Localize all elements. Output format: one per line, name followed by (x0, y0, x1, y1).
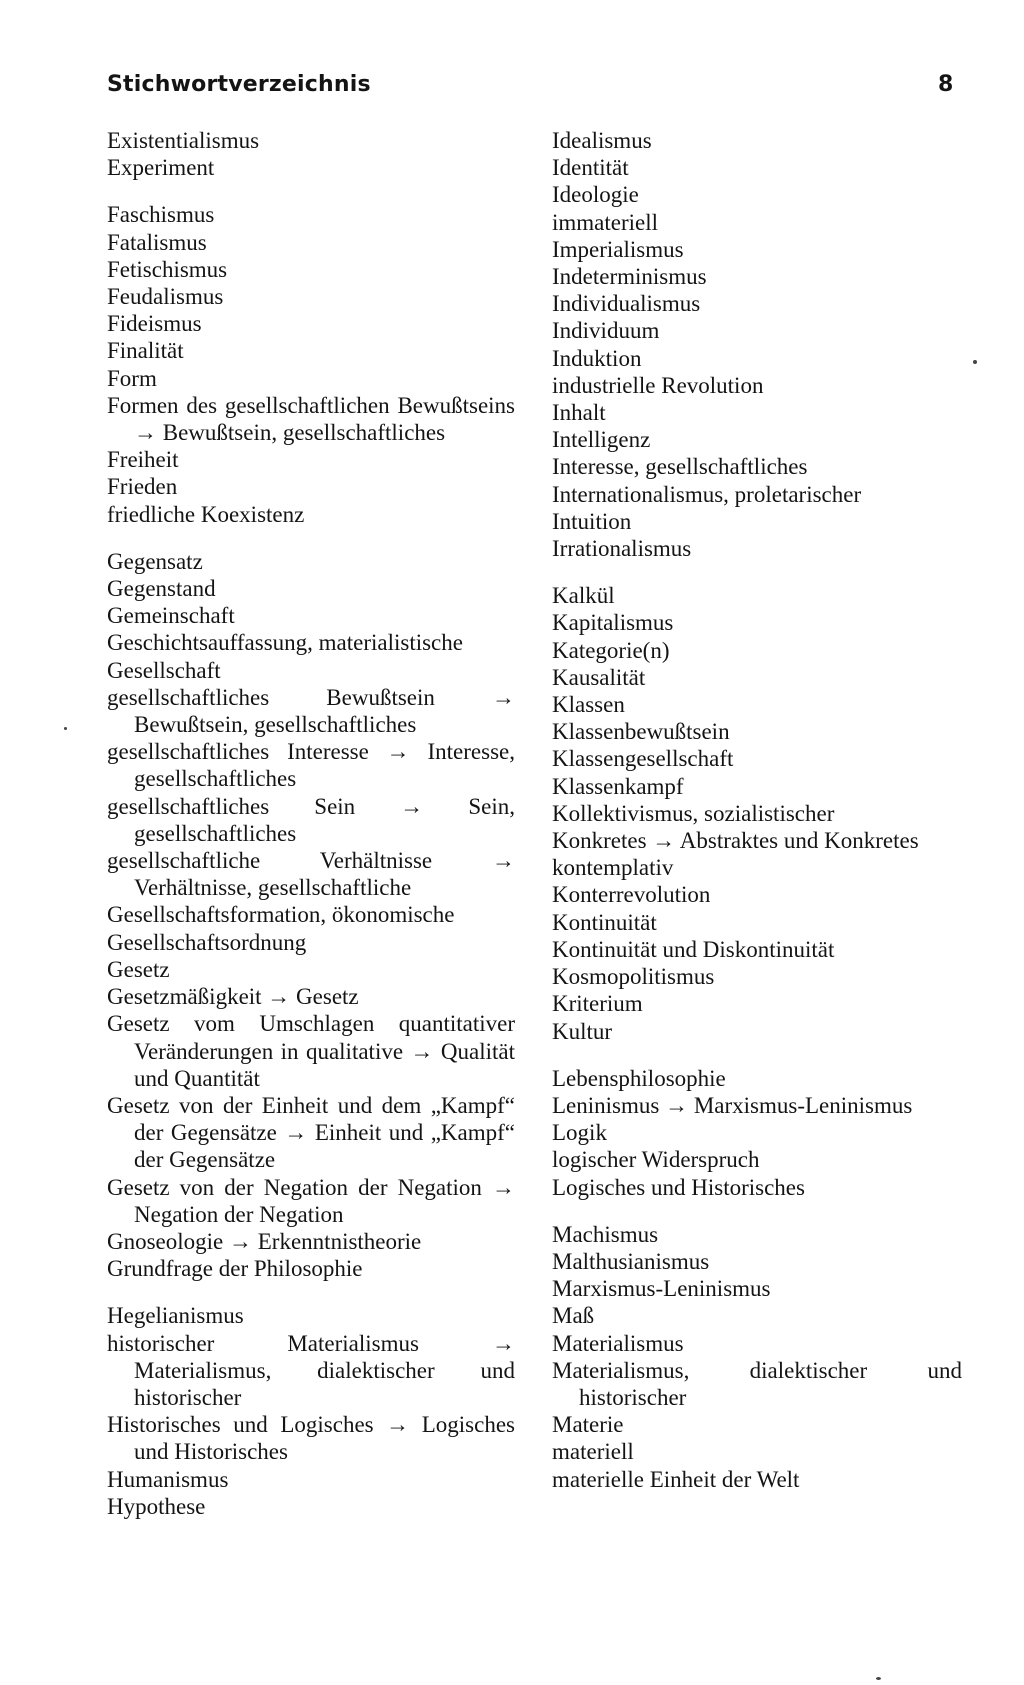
page-title: Stichwortverzeichnis (107, 72, 371, 97)
index-entry: Kapitalismus (552, 610, 674, 636)
index-entry: Malthusianismus (552, 1248, 710, 1274)
index-entry: Grundfrage der Philosophie (107, 1256, 363, 1282)
index-entry: Humanismus (107, 1466, 229, 1492)
index-entry: Klassengesellschaft (552, 746, 734, 772)
left-column (107, 127, 515, 1520)
group-separator (107, 528, 515, 548)
index-entry: Gesetz von der Negation der Negation → Negation der Negation (107, 1174, 515, 1227)
index-entry: Kausalität (552, 664, 646, 690)
index-entry: Imperialismus (552, 236, 684, 262)
index-entry: historischer Materialismus → Materialismus, dialektischer und historischer (107, 1330, 515, 1410)
page-number: 8 (938, 72, 954, 97)
index-entry: Gnoseologie → Erkenntnistheorie (107, 1228, 422, 1254)
index-entry: Formen des gesellschaftlichen Bewußtseins → Bewußtsein, gesellschaftliches (107, 392, 515, 446)
index-entry: Materie (552, 1412, 624, 1438)
index-letter-group (107, 201, 515, 527)
index-entry: Fetischismus (107, 256, 228, 282)
index-entry: Klassenkampf (552, 773, 684, 799)
index-entry: Induktion (552, 345, 642, 371)
index-entry: Kontinuität (552, 909, 657, 935)
index-entry: logischer Widerspruch (552, 1147, 760, 1173)
index-entry: Fideismus (107, 311, 202, 337)
index-entry: Kosmopolitismus (552, 964, 715, 990)
index-entry: Interesse, gesellschaftliches (552, 454, 808, 480)
index-entry: immateriell (552, 209, 659, 235)
index-entry: Kalkül (552, 583, 615, 609)
index-entry: Kultur (552, 1018, 613, 1044)
index-letter-group (107, 548, 515, 1282)
index-entry: Kontinuität und Diskontinuität (552, 936, 835, 962)
index-entry: gesellschaftliches Interesse → Interesse, gesellschaftliches (107, 739, 515, 792)
index-entry: materielle Einheit der Welt (552, 1466, 800, 1492)
index-entry: Kategorie(n) (552, 637, 670, 663)
index-entry: Irrationalismus (552, 536, 692, 562)
index-entry: Gesetz (107, 956, 170, 982)
index-entry: Materialismus, dialektischer und historischer (552, 1357, 962, 1410)
right-column (552, 127, 962, 1493)
group-separator (552, 1045, 962, 1065)
index-entry: Lebensphilosophie (552, 1065, 726, 1091)
index-entry: Internationalismus, proletarischer (552, 481, 862, 507)
index-entry: Historisches und Logisches → Logisches und Historisches (107, 1412, 515, 1465)
index-entry: Intelligenz (552, 427, 651, 453)
index-entry: Inhalt (552, 400, 606, 426)
print-speck (973, 360, 977, 364)
index-letter-group (552, 1221, 962, 1493)
index-entry: Gesellschaft (107, 657, 221, 683)
index-entry: Gesetz von der Einheit und dem „Kampf“ der Gegensätze → Einheit und „Kampf“ der Gegensätze (107, 1092, 515, 1173)
index-entry: Gesellschaftsformation, ökonomische (107, 902, 455, 928)
index-entry: Gegenstand (107, 576, 216, 602)
index-entry: Feudalismus (107, 284, 224, 310)
index-entry: Finalität (107, 338, 184, 364)
print-speck (64, 727, 67, 730)
index-entry: Maß (552, 1303, 595, 1329)
index-entry: Hegelianismus (107, 1303, 244, 1329)
index-entry: Identität (552, 155, 629, 181)
print-speck (876, 1677, 881, 1680)
group-separator (107, 181, 515, 201)
index-entry: Machismus (552, 1221, 659, 1247)
index-entry: Faschismus (107, 202, 215, 228)
index-entry: Gesetz vom Umschlagen quantitativer Veränderungen in qualitative → Qualität und Quantität (107, 1011, 515, 1091)
group-separator (107, 1282, 515, 1302)
index-entry: Leninismus → Marxismus-Leninismus (552, 1092, 913, 1118)
index-entry: gesellschaftliche Verhältnisse → Verhältnisse, gesellschaftliche (107, 848, 515, 901)
index-letter-group (107, 1302, 515, 1520)
index-entry: Individuum (552, 318, 660, 344)
index-entry: friedliche Koexistenz (107, 501, 305, 527)
index-entry: kontemplativ (552, 855, 674, 881)
index-entry: Materialismus (552, 1330, 684, 1356)
index-entry: Geschichtsauffassung, materialistische (107, 630, 463, 656)
index-entry: Klassen (552, 692, 625, 718)
index-entry: Hypothese (107, 1493, 206, 1519)
index-entry: Kriterium (552, 991, 643, 1017)
index-letter-group (552, 127, 962, 562)
index-entry: Gesellschaftsordnung (107, 929, 307, 955)
index-entry: Freiheit (107, 447, 179, 473)
group-separator (552, 1201, 962, 1221)
index-letter-group (552, 582, 962, 1044)
index-entry: Logisches und Historisches (552, 1174, 805, 1200)
index-letter-group (552, 1065, 962, 1201)
index-entry: Intuition (552, 508, 632, 534)
index-letter-group (107, 127, 515, 181)
index-entry: Existentialismus (107, 128, 260, 153)
index-entry: industrielle Revolution (552, 372, 764, 398)
index-entry: Konterrevolution (552, 882, 711, 908)
index-entry: materiell (552, 1439, 634, 1465)
index-entry: Konkretes → Abstraktes und Konkretes (552, 828, 919, 854)
index-entry: gesellschaftliches Bewußtsein → Bewußtsein, gesellschaftliches (107, 684, 515, 738)
index-entry: Gegensatz (107, 548, 203, 574)
index-entry: Frieden (107, 474, 178, 500)
index-entry: gesellschaftliches Sein → Sein, gesellschaftliches (107, 793, 515, 846)
index-entry: Klassenbewußtsein (552, 719, 730, 745)
index-entry: Indeterminismus (552, 264, 707, 290)
index-entry: Idealismus (552, 128, 652, 153)
index-entry: Form (107, 365, 157, 391)
index-entry: Marxismus-Leninismus (552, 1276, 771, 1302)
index-entry: Kollektivismus, sozialistischer (552, 800, 835, 826)
index-entry: Logik (552, 1120, 607, 1146)
group-separator (552, 562, 962, 582)
index-entry: Individualismus (552, 291, 701, 317)
index-entry: Ideologie (552, 182, 639, 208)
index-entry: Gesetzmäßigkeit → Gesetz (107, 984, 359, 1010)
index-entry: Gemeinschaft (107, 603, 235, 629)
index-entry: Fatalismus (107, 229, 207, 255)
index-entry: Experiment (107, 155, 215, 181)
